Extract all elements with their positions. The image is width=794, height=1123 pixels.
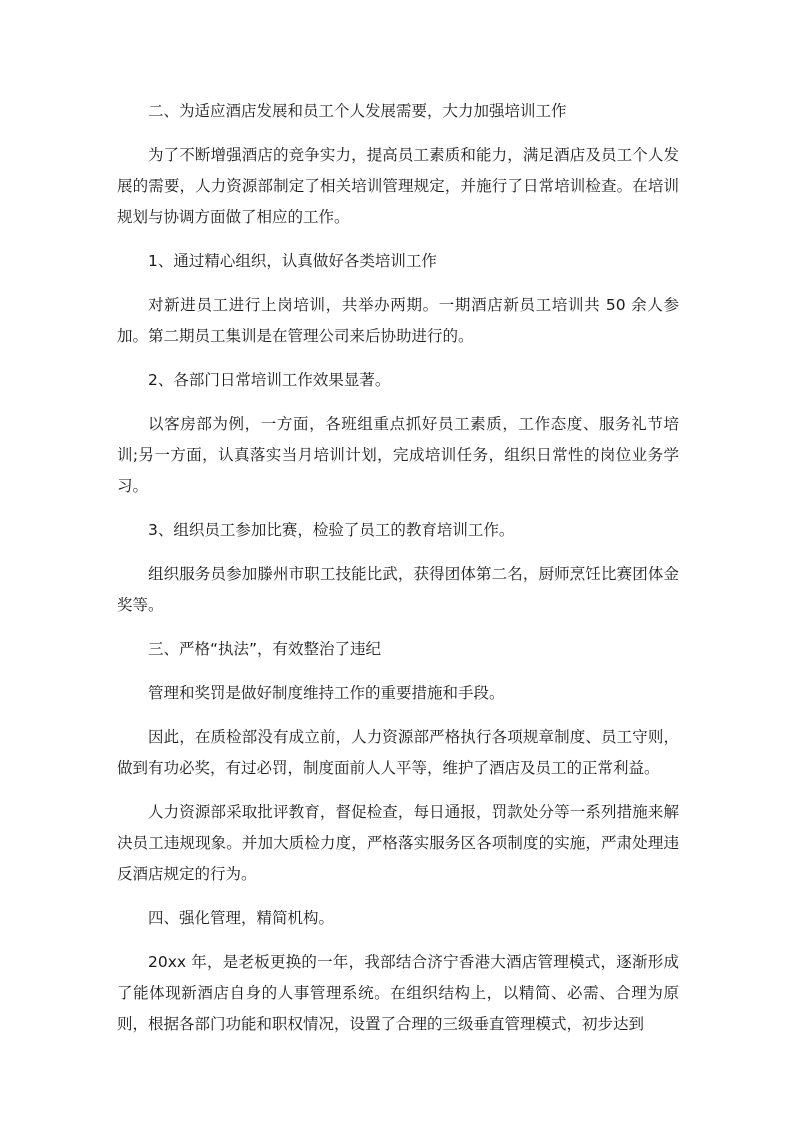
- paragraph-rules-enforcement: 因此，在质检部没有成立前，人力资源部严格执行各项规章制度、员工守则，做到有功必奖，有过必罚，制度面前人人平等，维护了酒店及员工的正常利益。: [117, 728, 679, 777]
- section-heading-training: 二、为适应酒店发展和员工个人发展需要，大力加强培训工作: [148, 102, 567, 120]
- subheading-daily-training: 2、各部门日常培训工作效果显著。: [148, 371, 391, 389]
- paragraph-housekeeping-example: 以客房部为例，一方面，各班组重点抓好员工素质，工作态度、服务礼节培训;另一方面，认真落实当月培训计划，完成培训任务，组织日常性的岗位业务学习。: [117, 415, 679, 495]
- paragraph-new-staff-training: 对新进员工进行上岗培训，共举办两期。一期酒店新员工培训共 50 余人参加。第二期员工集训是在管理公司来后协助进行的。: [117, 296, 679, 345]
- document-body: [117, 96, 679, 1053]
- section-heading-management: 四、强化管理，精简机构。: [148, 909, 335, 927]
- paragraph-management-rewards: 管理和奖罚是做好制度维持工作的重要措施和手段。: [148, 684, 505, 702]
- subheading-organize-training: 1、通过精心组织，认真做好各类培训工作: [148, 252, 437, 270]
- section-heading-discipline: 三、严格“执法”，有效整治了违纪: [148, 640, 382, 658]
- paragraph-restructuring: 20xx 年，是老板更换的一年，我部结合济宁香港大酒店管理模式，逐渐形成了能体现新酒店自身的人事管理系统。在组织结构上，以精简、必需、合理为原则，根据各部门功能和职权情况，设置了合理的三级垂直管理模式，初步达到: [117, 953, 679, 1033]
- paragraph-training-intro: 为了不断增强酒店的竞争实力，提高员工素质和能力，满足酒店及员工个人发展的需要，人力资源部制定了相关培训管理规定，并施行了日常培训检查。在培训规划与协调方面做了相应的工作。: [117, 146, 679, 226]
- paragraph-competition-results: 组织服务员参加滕州市职工技能比武，获得团体第二名，厨师烹饪比赛团体金奖等。: [117, 565, 679, 614]
- paragraph-violation-measures: 人力资源部采取批评教育，督促检查，每日通报，罚款处分等一系列措施来解决员工违规现象。并加大质检力度，严格落实服务区各项制度的实施，严肃处理违反酒店规定的行为。: [117, 803, 679, 883]
- subheading-competitions: 3、组织员工参加比赛，检验了员工的教育培训工作。: [148, 521, 515, 539]
